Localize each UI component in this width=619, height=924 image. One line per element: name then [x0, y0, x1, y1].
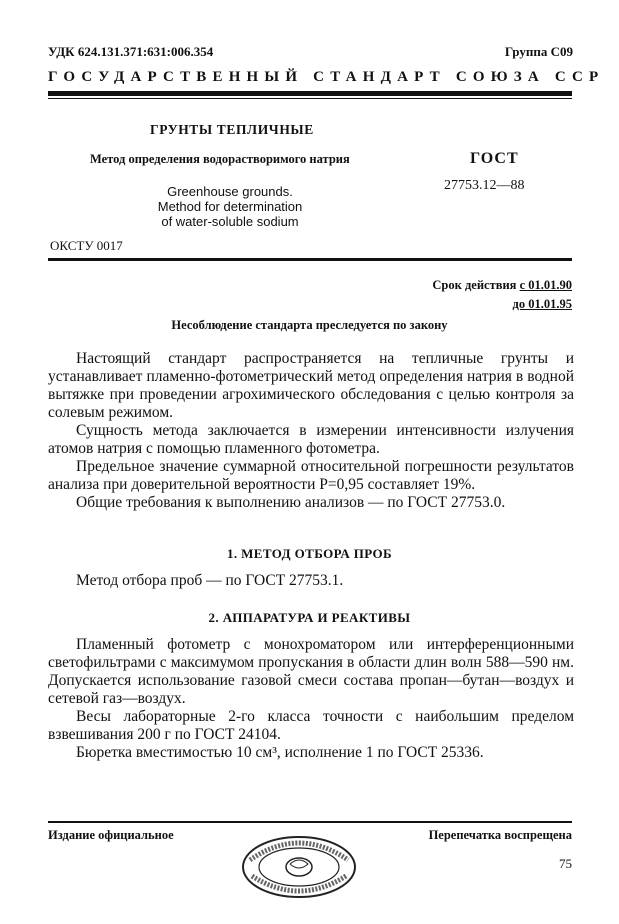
section1-block — [48, 572, 574, 590]
paragraph: Предельное значение суммарной относительной погрешности результатов анализа при доверительной вероятности P=0,95 составляет 19%. — [48, 458, 574, 493]
title-en-line: Greenhouse grounds. — [167, 184, 293, 199]
title-en-line: Method for determination — [157, 199, 303, 214]
paragraph: Общие требования к выполнению анализов — по ГОСТ 27753.0. — [76, 494, 506, 511]
reprint-prohibited-label: Перепечатка воспрещена — [428, 828, 572, 842]
udk-code: УДК 624.131.371:631:006.354 — [48, 44, 214, 59]
gost-number: 27753.12—88 — [444, 178, 525, 193]
validity-from: с 01.01.90 — [519, 278, 572, 292]
legal-notice: Несоблюдение стандарта преследуется по закону — [171, 318, 448, 332]
paragraph: Настоящий стандарт распространяется на тепличные грунты и устанавливает пламенно-фотометрический метод определения натрия в водной вытяжке при проведении агрохимического обследования с целью контроля за солевым режимом. — [48, 350, 574, 421]
official-edition-label: Издание официальное — [48, 828, 174, 842]
footer-rule — [48, 821, 572, 823]
validity-from-line — [432, 276, 572, 295]
section2-block — [48, 636, 574, 762]
paragraph: Бюретка вместимостью 10 см³, исполнение 1 по ГОСТ 25336. — [76, 744, 484, 761]
title-rule — [48, 258, 572, 261]
validity-to: до 01.01.95 — [512, 297, 572, 311]
section-heading: 1. МЕТОД ОТБОРА ПРОБ — [226, 546, 393, 561]
page-number: 75 — [559, 856, 572, 871]
group-code: Группа С09 — [504, 44, 573, 59]
header-thick-rule — [48, 91, 572, 96]
standard-title-ru: ГРУНТЫ ТЕПЛИЧНЫЕ — [150, 122, 314, 137]
publisher-stamp — [240, 834, 358, 900]
oksty-code: ОКСТУ 0017 — [50, 238, 123, 253]
section-heading: 2. АППАРАТУРА И РЕАКТИВЫ — [208, 610, 411, 625]
intro-block — [48, 350, 574, 512]
header-thin-rule — [48, 98, 572, 99]
paragraph: Весы лабораторные 2-го класса точности с наибольшим пределом взвешивания 200 г по ГОСТ 24104. — [48, 708, 574, 743]
paragraph: Метод отбора проб — по ГОСТ 27753.1. — [76, 572, 344, 589]
gost-label: ГОСТ — [470, 150, 519, 167]
paragraph: Сущность метода заключается в измерении интенсивности излучения атомов натрия с помощью пламенного фотометра. — [48, 422, 574, 457]
standard-body-heading: ГОСУДАРСТВЕННЫЙ СТАНДАРТ СОЮЗА ССР — [48, 69, 605, 85]
validity-period — [432, 276, 572, 314]
stamp-icon — [240, 834, 358, 900]
standard-title-en — [130, 184, 330, 229]
title-en-line: of water-soluble sodium — [161, 214, 299, 229]
validity-label: Срок действия — [432, 278, 517, 292]
standard-method-ru: Метод определения водорастворимого натрия — [90, 152, 350, 166]
paragraph: Пламенный фотометр с монохроматором или интерференционными светофильтрами с максимумом пропускания в области длин волн 588—590 нм. Допускается использование газовой смеси состава пропан—бутан—воздух и сетевой газ—воздух. — [48, 636, 574, 707]
